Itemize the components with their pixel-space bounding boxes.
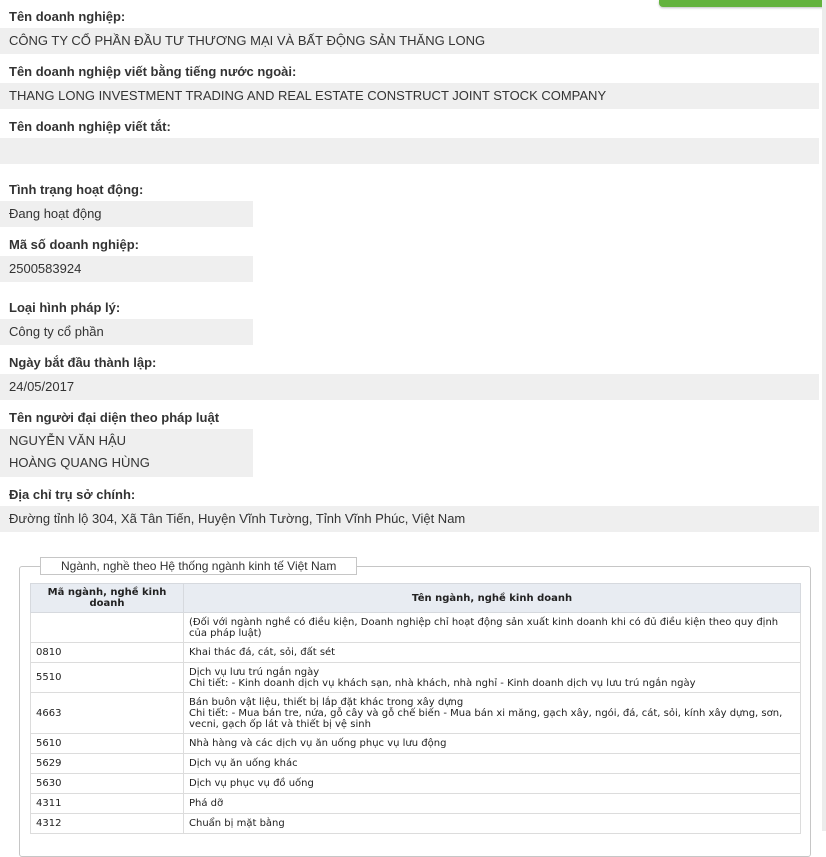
short-name-value <box>0 138 819 164</box>
table-header-row <box>31 584 801 613</box>
table-row <box>31 643 801 663</box>
table-row <box>31 794 801 814</box>
address-label: Địa chỉ trụ sở chính: <box>9 487 136 502</box>
column-header-code[interactable]: Mã ngành, nghề kinh doanh <box>31 584 184 613</box>
row-code: 4312 <box>31 814 184 834</box>
company-name-label: Tên doanh nghiệp: <box>9 9 126 24</box>
row-name: (Đối với ngành nghề có điều kiện, Doanh nghiệp chỉ hoạt động sản xuất kinh doanh khi có đủ điều kiện theo quy định của pháp luật) <box>184 613 801 643</box>
column-header-name[interactable]: Tên ngành, nghề kinh doanh <box>184 584 801 613</box>
row-code: 5630 <box>31 774 184 794</box>
row-code: 5629 <box>31 754 184 774</box>
representative-values <box>0 429 253 477</box>
foreign-name-value: THANG LONG INVESTMENT TRADING AND REAL ESTATE CONSTRUCT JOINT STOCK COMPANY <box>0 83 819 109</box>
status-value: Đang hoạt động <box>0 201 253 227</box>
row-name: Phá dỡ <box>184 794 801 814</box>
company-name-value: CÔNG TY CỔ PHẦN ĐẦU TƯ THƯƠNG MẠI VÀ BẤT ĐỘNG SẢN THĂNG LONG <box>0 28 819 54</box>
short-name-label: Tên doanh nghiệp viết tắt: <box>9 119 171 134</box>
representative-label: Tên người đại diện theo pháp luật <box>9 410 220 425</box>
business-lines-table <box>30 583 801 834</box>
table-row <box>31 754 801 774</box>
foreign-name-label: Tên doanh nghiệp viết bằng tiếng nước ngoài: <box>9 64 297 79</box>
representative-name: NGUYỄN VĂN HẬU <box>9 433 127 448</box>
legal-type-value: Công ty cổ phần <box>0 319 253 345</box>
row-name: Khai thác đá, cát, sỏi, đất sét <box>184 643 801 663</box>
address-value: Đường tỉnh lộ 304, Xã Tân Tiến, Huyện Vĩnh Tường, Tỉnh Vĩnh Phúc, Việt Nam <box>0 506 819 532</box>
row-code: 0810 <box>31 643 184 663</box>
table-row <box>31 734 801 754</box>
legal-type-label: Loại hình pháp lý: <box>9 300 121 315</box>
row-name: Dịch vụ ăn uống khác <box>184 754 801 774</box>
row-name: Nhà hàng và các dịch vụ ăn uống phục vụ lưu động <box>184 734 801 754</box>
business-lines-legend: Ngành, nghề theo Hệ thống ngành kinh tế Việt Nam <box>40 557 357 575</box>
row-detail: Chi tiết: - Mua bán tre, nứa, gỗ cây và gỗ chế biến - Mua bán xi măng, gạch xây, ngói, đá, cát, sỏi, kính xây dựng, sơn, vecni, gạch ốp lát và thiết bị vệ sinh <box>189 707 783 730</box>
tax-code-label: Mã số doanh nghiệp: <box>9 237 139 252</box>
row-detail: Chi tiết: - Kinh doanh dịch vụ khách sạn, nhà khách, nhà nghỉ - Kinh doanh dịch vụ lưu trú ngắn ngày <box>189 677 696 689</box>
representative-name: HOÀNG QUANG HÙNG <box>9 455 150 470</box>
row-code: 4311 <box>31 794 184 814</box>
business-lines-table-wrap <box>30 583 800 834</box>
row-name: Bán buôn vật liệu, thiết bị lắp đặt khác trong xây dựng <box>189 696 464 708</box>
row-code: 5610 <box>31 734 184 754</box>
table-row <box>31 774 801 794</box>
row-name: Chuẩn bị mặt bằng <box>184 814 801 834</box>
row-name: Dịch vụ phục vụ đồ uống <box>184 774 801 794</box>
row-name-cell <box>184 663 801 693</box>
row-code: 4663 <box>31 693 184 734</box>
row-code <box>31 613 184 643</box>
tax-code-value: 2500583924 <box>0 256 253 282</box>
table-row <box>31 663 801 693</box>
scrollbar-track[interactable] <box>822 0 826 831</box>
table-row <box>31 693 801 734</box>
founding-date-value: 24/05/2017 <box>0 374 819 400</box>
founding-date-label: Ngày bắt đầu thành lập: <box>9 355 157 370</box>
row-name: Dịch vụ lưu trú ngắn ngày <box>189 666 320 678</box>
status-label: Tình trạng hoạt động: <box>9 182 144 197</box>
row-name-cell <box>184 693 801 734</box>
row-code: 5510 <box>31 663 184 693</box>
header-green-tab <box>659 0 826 7</box>
table-row <box>31 613 801 643</box>
